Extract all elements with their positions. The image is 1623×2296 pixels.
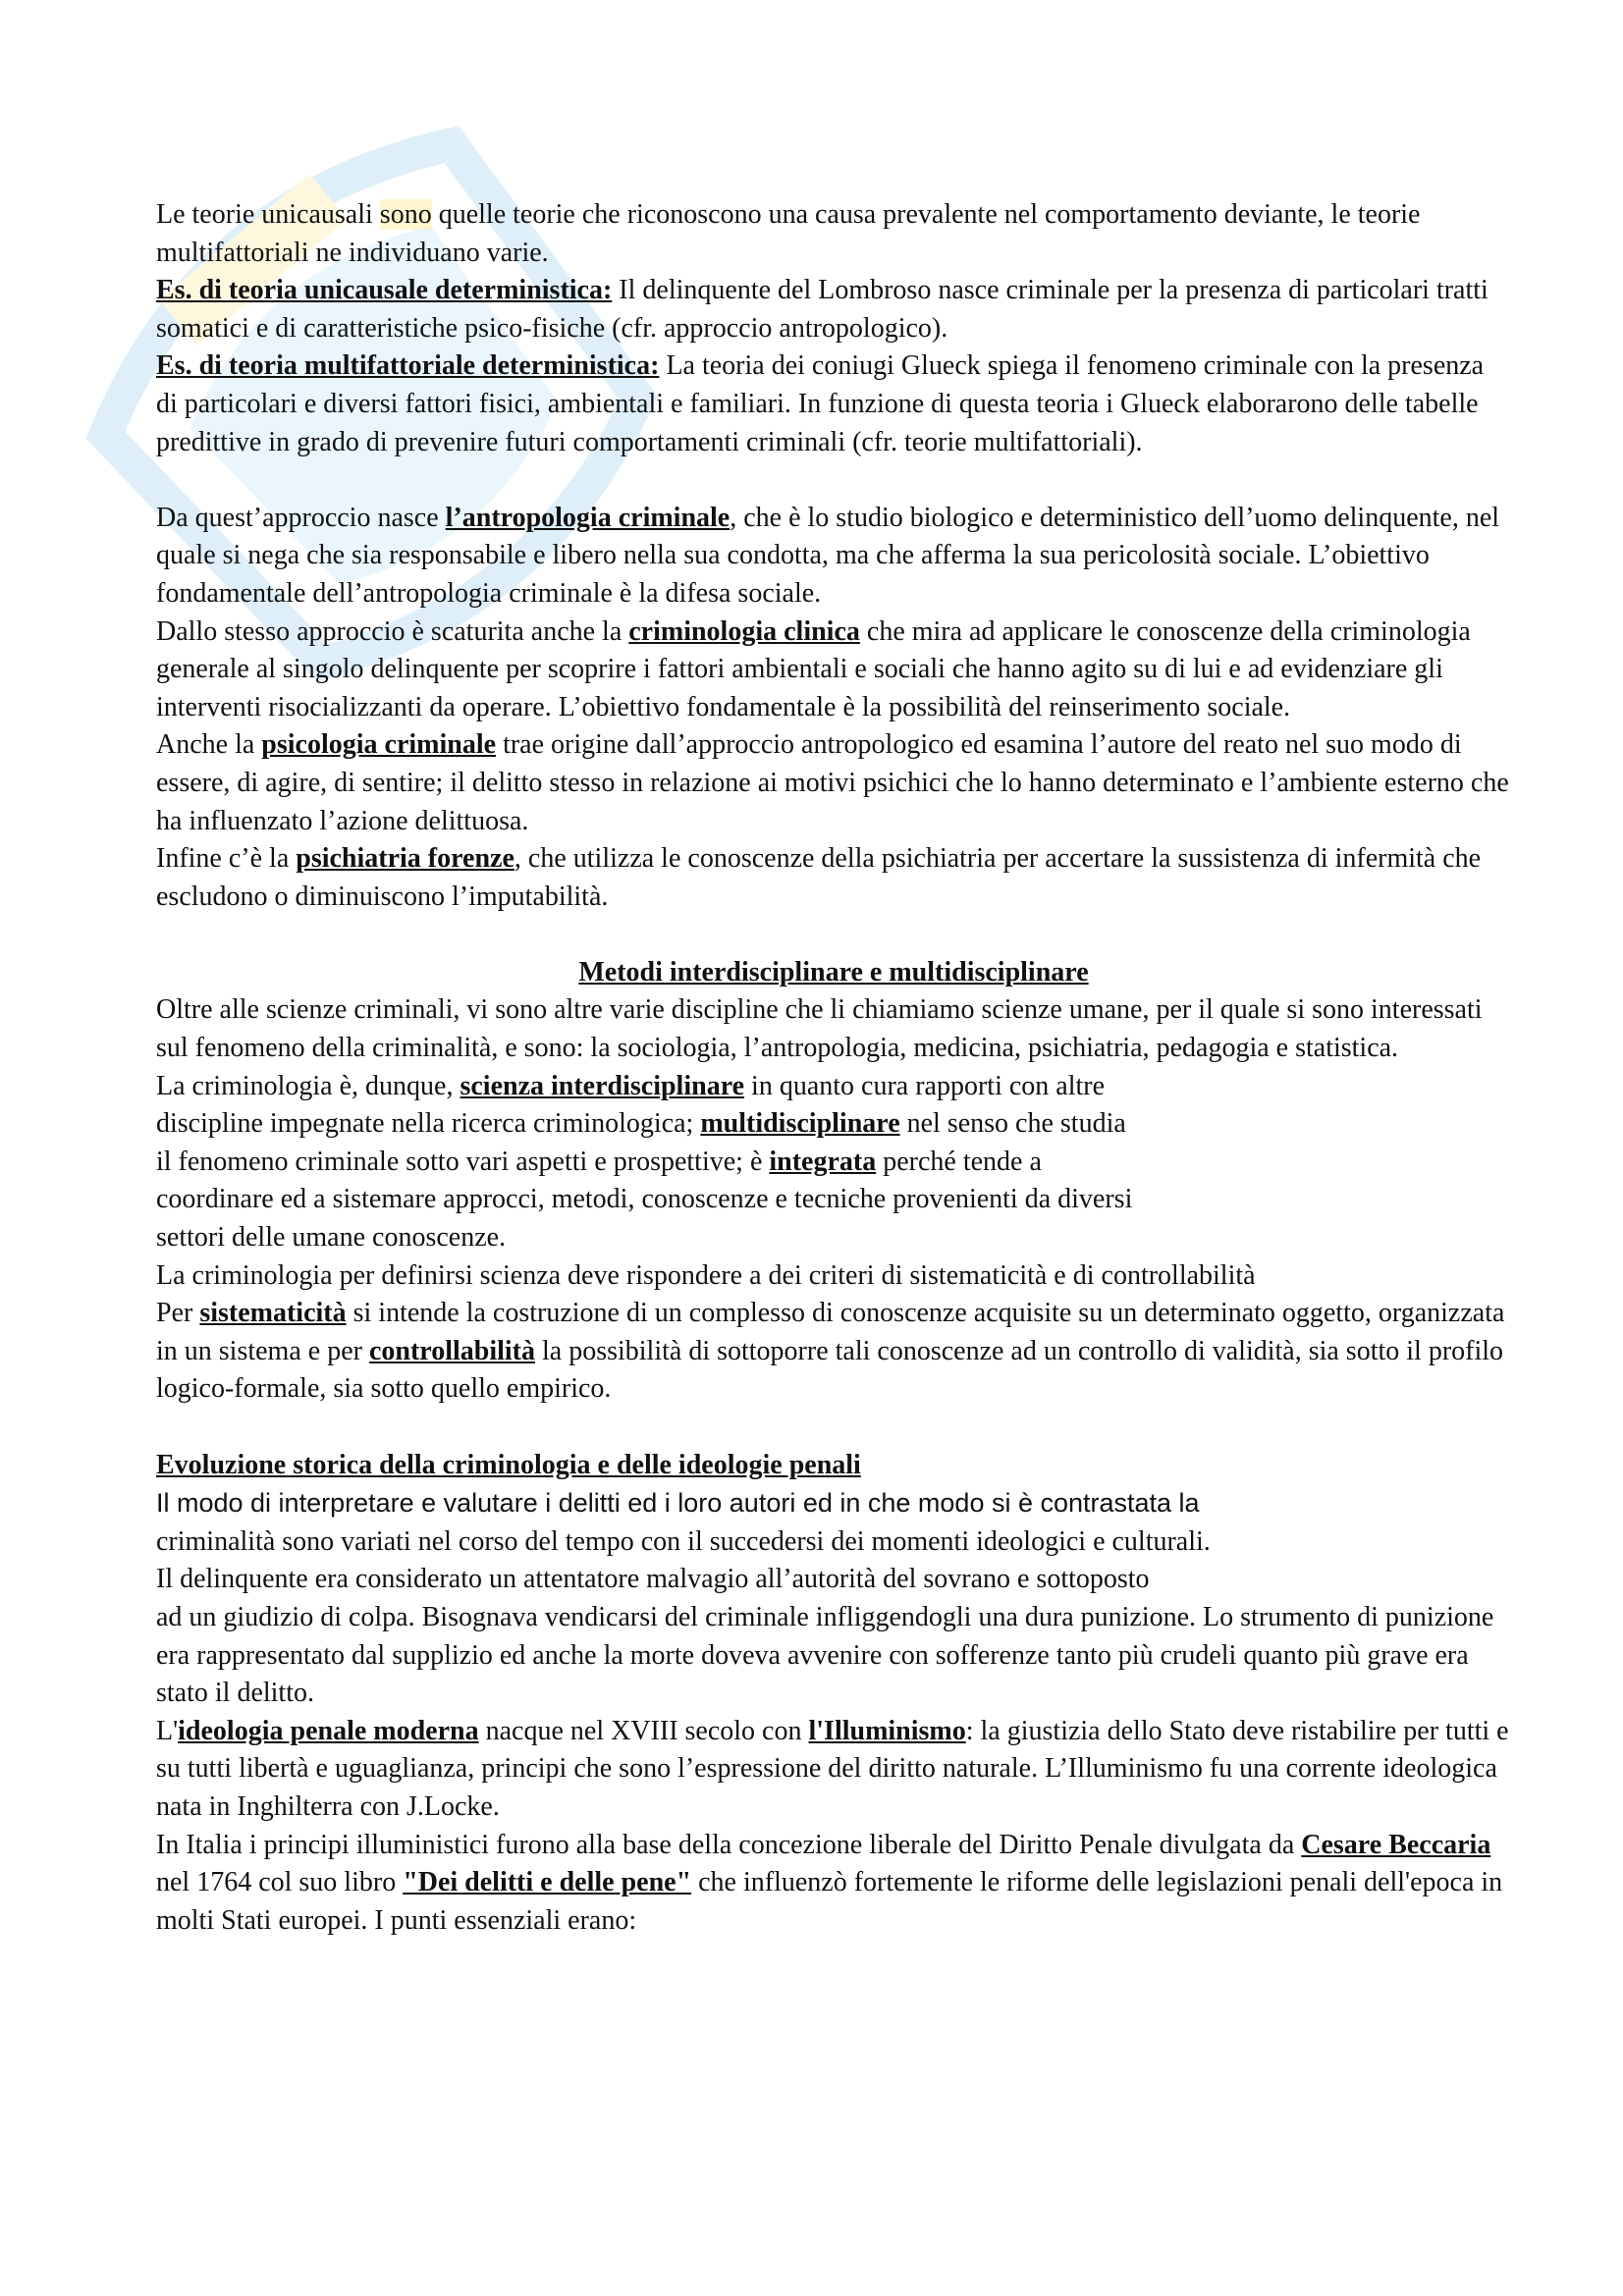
paragraph-multifactorial-example: Es. di teoria multifattoriale deterministica: La teoria dei coniugi Glueck spiega il fenomeno criminale con la presenza di particolari e diversi fattori fisici, ambientali e familiari. In funzione di questa teoria i Glueck elaborarono delle tabelle predittive in grado di prevenire futuri comportamenti criminali (cfr. teorie multifattoriali). [156,350,1485,457]
keyword-book-title: "Dei delitti e delle pene" [403,1867,692,1898]
paragraph-forensic-psychiatry: Infine c’è la psichiatria forenze, che utilizza le conoscenze della psichiatria per accertare la sussistenza di infermità che escludono o diminuiscono l’imputabilità. [156,843,1482,912]
keyword-interdisciplinary: scienza interdisciplinare [460,1070,745,1101]
paragraph-theories-intro: Le teorie unicausali sono quelle teorie che riconoscono una causa prevalente nel comportamento deviante, le teorie multifattoriali ne individuano varie. [156,199,1421,268]
section-title-methods: Metodi interdisciplinare e multidisciplinare [578,956,1089,988]
paragraph-human-sciences: Oltre alle scienze criminali, vi sono altre varie discipline che li chiamiamo scienze umane, per il quale si sono interessati sul fenomeno della criminalità, e sono: la sociologia, l’antropologia, medicina, psichiatria, pedagogia e statistica. [156,994,1483,1064]
keyword-controllability: controllabilità [368,1335,535,1366]
paragraph-science-criteria: La criminologia per definirsi scienza deve rispondere a dei criteri di sistematicità e di controllabilità [156,1259,1256,1291]
paragraph-criminal-anthropology: Da quest’approccio nasce l’antropologia criminale, che è lo studio biologico e deterministico dell’uomo delinquente, nel quale si nega che sia responsabile e libero nella sua condotta, ma che afferma la sua pericolosità sociale. L’obiettivo fondamentale dell’antropologia criminale è la difesa sociale. [156,502,1500,609]
highlighted-word: sono [379,199,432,230]
paragraph-modern-ideology: L'ideologia penale moderna nacque nel XVIII secolo con l'Illuminismo: la giustizia dello Stato deve ristabilire per tutti e su tutti libertà e uguaglianza, principi che sono l’espressione del diritto naturale. L’Illuminismo fu una corrente ideologica nata in Inghilterra con J.Locke. [156,1715,1509,1822]
keyword-multifactorial-example: Es. di teoria multifattoriale deterministica: [156,350,660,382]
paragraph-systematicity: Per sistematicità si intende la costruzione di un complesso di conoscenze acquisite su un determinato oggetto, organizzata in un sistema e per controllabilità la possibilità di sottoporre tali conoscenze ad un controllo di validità, sia sotto il profilo logico-formale, sia sotto quello empirico. [156,1298,1505,1405]
keyword-criminal-anthropology: l’antropologia criminale [445,502,730,533]
paragraph-beccaria: In Italia i principi illuministici furono alla base della concezione liberale del Diritto Penale divulgata da Cesare Beccaria nel 1764 col suo libro "Dei delitti e delle pene" che influenzò fortemente le riforme delle legislazioni penali dell'epoca in molti Stati europei. I punti essenziali erano: [156,1829,1503,1936]
keyword-forensic-psychiatry: psichiatria forenze [296,843,514,875]
paragraph-punishment: Il delinquente era considerato un attentatore malvagio all’autorità del sovrano e sottoposto ad un giudizio di colpa. Bisognava vendicarsi del criminale infliggendogli una dura punizione. Lo strumento di punizione era rappresentato dal supplizio ed anche la morte doveva avvenire con sofferenze tanto più crudeli quanto più grave era stato il delitto. [156,1564,1494,1709]
keyword-unicausal-example: Es. di teoria unicausale deterministica: [156,275,613,306]
keyword-systematicity: sistematicità [199,1298,347,1329]
paragraph-interdisciplinary: La criminologia è, dunque, scienza interdisciplinare in quanto cura rapporti con altre discipline impegnate nella ricerca criminologica; multidisciplinare nel senso che studia il fenomeno criminale sotto vari aspetti e prospettive; è integrata perché tende a coordinare ed a sistemare approcci, metodi, conoscenze e tecniche provenienti da diversi settori delle umane conoscenze. [156,1070,1133,1254]
paragraph-clinical-criminology: Dallo stesso approccio è scaturita anche la criminologia clinica che mira ad applicare le conoscenze della criminologia generale al singolo delinquente per scoprire i fattori ambientali e sociali che hanno agito su di lui e ad evidenziare gli interventi risocializzanti da operare. L’obiettivo fondamentale è la possibilità del reinserimento sociale. [156,615,1471,722]
paragraph-criminal-psychology: Anche la psicologia criminale trae origine dall’approccio antropologico ed esamina l’autore del reato nel suo modo di essere, di agire, di sentire; il delitto stesso in relazione ai motivi psichici che lo hanno determinato e l’ambiente esterno che ha influenzato l’azione delittuosa. [156,729,1509,836]
keyword-cesare-beccaria: Cesare Beccaria [1301,1829,1491,1860]
section-title-evolution: Evoluzione storica della criminologia e delle ideologie penali [156,1449,861,1480]
keyword-criminal-psychology: psicologia criminale [261,729,497,761]
keyword-multidisciplinary: multidisciplinare [700,1108,900,1140]
document-body [156,196,1511,1940]
paragraph-interpretation: Il modo di interpretare e valutare i delitti ed i loro autori ed in che modo si è contrastata la criminalità sono variati nel corso del tempo con il succedersi dei momenti ideologici e culturali. [156,1488,1211,1557]
keyword-clinical-criminology: criminologia clinica [628,615,860,647]
paragraph-unicausal-example: Es. di teoria unicausale deterministica: Il delinquente del Lombroso nasce criminale per la presenza di particolari tratti somatici e di caratteristiche psico-fisiche (cfr. approccio antropologico). [156,275,1488,344]
keyword-enlightenment: l'Illuminismo [808,1715,966,1746]
keyword-integrated: integrata [769,1146,877,1177]
keyword-modern-penal-ideology: ideologia penale moderna [178,1715,479,1746]
